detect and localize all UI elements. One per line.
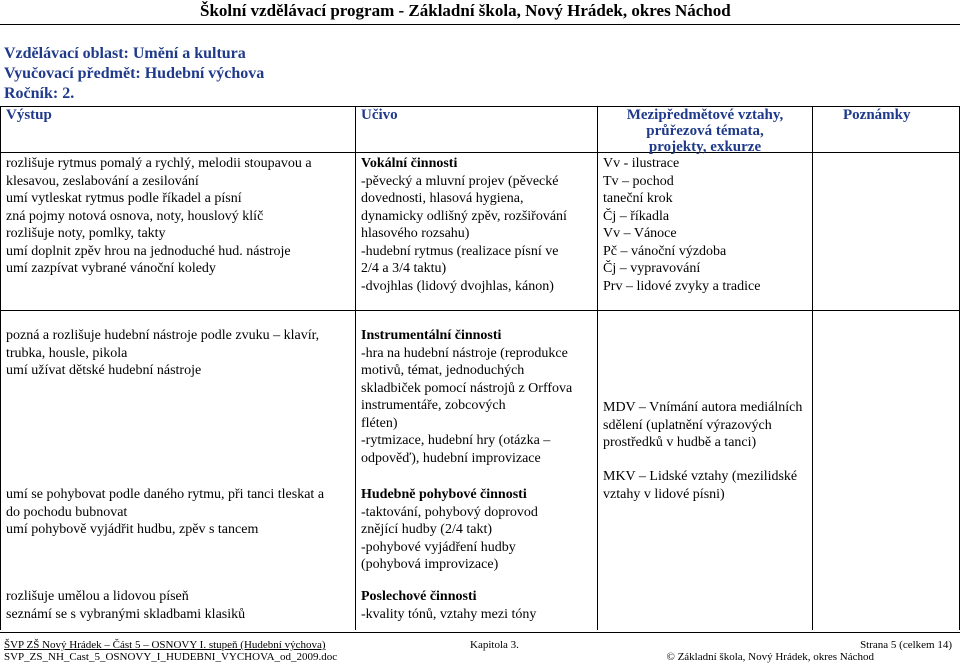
column-divider [355,106,356,630]
row-divider [0,310,960,311]
output-line: klesavou, zeslabování a zesilování [6,173,199,189]
curriculum-table [0,106,960,630]
row1-curriculum [361,155,567,295]
curriculum-line: -hudební rytmus (realizace písní ve [361,243,559,259]
subject-title: Vyučovací předmět: Hudební výchova [4,65,265,82]
curriculum-line: znějící hudby (2/4 takt) [361,522,493,537]
curriculum-line: -pěvecký a mluvní projev (pěvecké [361,173,559,189]
footer-chapter: Kapitola 3. [470,639,519,651]
footer-divider [0,632,960,633]
row1-outputs [6,155,312,278]
output-line: umí užívat dětské hudební nástroje [6,363,202,378]
cross-line: vztahy v lidové písni) [603,486,725,502]
header-row-divider [0,152,960,153]
column-divider [597,106,598,630]
output-line: trubka, housle, pikola [6,345,128,361]
output-line: umí doplnit zpěv hrou na jednoduché hud. nástroje [6,243,291,259]
curriculum-line: dovednosti, hlasová hygiena, [361,191,524,206]
cross-line: prostředků v hudbě a tanci) [603,435,757,450]
curriculum-line: 2/4 a 3/4 taktu) [361,261,447,276]
output-line: umí zazpívat vybrané vánoční koledy [6,261,216,276]
cross-line: Čj – vypravování [603,261,701,276]
curriculum-line: dynamicky odlišný zpěv, rozšiřování [361,208,567,224]
output-line: umí vytleskat rytmus podle říkadel a písní [6,191,242,206]
curriculum-line: -rytmizace, hudební hry (otázka – [361,433,551,448]
curriculum-section-title: Instrumentální činnosti [361,328,502,343]
curriculum-section-title: Hudebně pohybové činnosti [361,487,527,502]
curriculum-line: odpověď), hudební improvizace [361,450,541,466]
footer-filename: SVP_ZS_NH_Cast_5_OSNOVY_I_HUDEBNI_VYCHOVA_od_2009.doc [4,651,338,663]
header-line: Mezipředmětové vztahy, [626,107,784,123]
output-line: do pochodu bubnovat [6,504,128,520]
row2-curriculum-instrumental [361,327,572,467]
output-line: rozlišuje umělou a lidovou píseň [6,589,189,604]
curriculum-line: fléten) [361,415,398,431]
curriculum-line: skladbiček pomocí nástrojů z Orffova [361,380,573,396]
curriculum-section-title: Poslechové činnosti [361,589,477,604]
row2-cross-multicultural [603,468,797,503]
curriculum-line: motivů, témat, jednoduchých [361,363,525,378]
curriculum-section-title: Vokální činnosti [361,156,458,171]
document-header-title: Školní vzdělávací program - Základní škola, Nový Hrádek, okres Náchod [200,1,731,20]
column-header-output: Výstup [6,107,52,123]
row2-curriculum-listening [361,588,536,623]
cross-line: MDV – Vnímání autora mediálních [603,400,803,415]
cross-line: Prv – lidové zvyky a tradice [603,278,761,294]
output-line: zná pojmy notová osnova, noty, houslový klíč [6,208,264,224]
cross-line: Vv – Vánoce [603,226,677,241]
cross-line: Čj – říkadla [603,208,670,224]
row2-outputs-movement [6,486,324,539]
curriculum-line: -pohybové vyjádření hudby [361,539,516,555]
curriculum-line: (pohybová improvizace) [361,557,499,572]
column-header-curriculum: Učivo [361,107,398,123]
cross-line: Vv - ilustrace [603,156,680,171]
output-line: umí se pohybovat podle daného rytmu, při tanci tleskat a [6,487,325,502]
grade-title: Ročník: 2. [4,85,75,102]
column-header-notes: Poznámky [843,107,911,123]
header-line: průřezová témata, [646,123,764,139]
curriculum-line: -hra na hudební nástroje (reprodukce [361,345,568,361]
curriculum-line: -kvality tónů, vztahy mezi tóny [361,606,537,622]
cross-line: taneční krok [603,191,673,206]
header-divider [0,24,960,25]
cross-line: MKV – Lidské vztahy (mezilidské [603,469,798,484]
output-line: pozná a rozlišuje hudební nástroje podle zvuku – klavír, [6,328,320,343]
row1-cross-curricular [603,155,760,295]
curriculum-line: -taktování, pohybový doprovod [361,504,538,520]
output-line: rozlišuje rytmus pomalý a rychlý, melodii stoupavou a [6,156,312,171]
row2-outputs-listening [6,588,245,623]
curriculum-line: hlasového rozsahu) [361,226,470,241]
cross-line: Pč – vánoční výzdoba [603,243,727,259]
footer-page-number: Strana 5 (celkem 14) [860,639,952,651]
column-divider [812,106,813,630]
output-line: rozlišuje noty, pomlky, takty [6,226,166,241]
row2-cross-media [603,399,802,452]
educational-area: Vzdělávací oblast: Umění a kultura [4,45,246,62]
footer-copyright: © Základní škola, Nový Hrádek, okres Náchod [666,651,874,663]
header-line: projekty, exkurze [648,139,762,155]
table-border-left [0,106,1,630]
row2-outputs-instruments [6,327,319,380]
column-header-cross-curricular [600,107,810,155]
cross-line: sdělení (uplatnění výrazových [603,417,772,433]
output-line: seznámí se s vybranými skladbami klasiků [6,606,246,622]
curriculum-line: -dvojhlas (lidový dvojhlas, kánon) [361,278,554,294]
output-line: umí pohybově vyjádřit hudbu, zpěv s tancem [6,522,259,537]
row2-curriculum-movement [361,486,538,574]
footer-document-title: ŠVP ZŠ Nový Hrádek – Část 5 – OSNOVY I. stupeň (Hudební výchova) [4,639,326,651]
table-top-border [0,106,960,107]
curriculum-line: instrumentáře, zobcových [361,398,506,413]
cross-line: Tv – pochod [603,173,674,189]
